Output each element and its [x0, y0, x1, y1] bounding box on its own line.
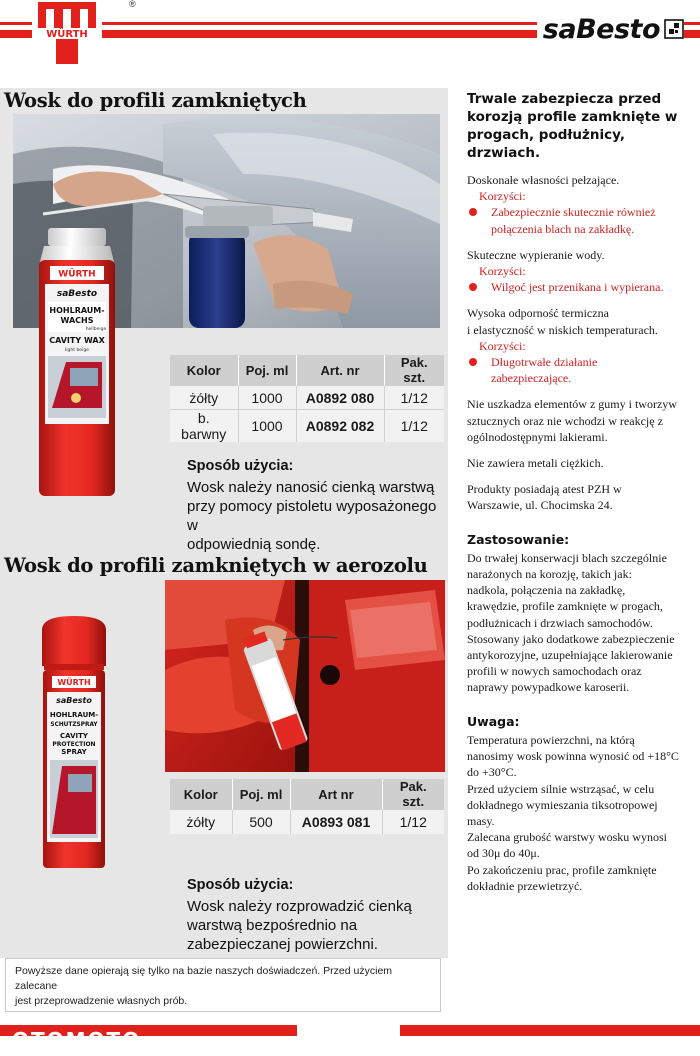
cavity-wax-can: [36, 228, 118, 500]
compatibility-note: Nie uszkadza elementów z gumy i tworzyw sztucznych oraz nie wchodzi w reakcję z ogólnodostępnymi lakierami.: [467, 397, 677, 444]
note-text: Temperatura powierzchni, na którą nanosimy wosk powinna wynosić od +18°C do +30°C. Przed użyciem silnie wstrząsać, w celu dokładnego wymieszania tiksotropowej masy. Zalecana grubość warstwy wosku wynosi od 30μ do 40μ. Po zakończeniu prac, profile zamknięte dokładnie przewietrzyć.: [467, 732, 679, 893]
table-header-row: [170, 779, 444, 810]
cell-poj: 500: [232, 810, 290, 834]
note-title: Uwaga:: [467, 713, 520, 729]
product1-spec-table: [170, 355, 444, 442]
disclaimer-line: jest przeprowadzenie własnych prób.: [15, 995, 188, 1007]
feature-water-displacement: Skuteczne wypieranie wody. Korzyści: Wilgoć jest przenikana i wypierana.: [467, 247, 695, 296]
certificate-note: Produkty posiadają atest PZH w Warszawie, ul. Chocimska 24.: [467, 482, 622, 513]
application-title: Zastosowanie:: [467, 531, 570, 547]
cell-pak: 1/12: [384, 386, 444, 410]
col-poj: Poj. ml: [238, 355, 296, 386]
cavity-protection-spray-can: [38, 616, 110, 871]
svg-text:hellbeige: hellbeige: [85, 327, 107, 332]
col-poj: Poj. ml: [232, 779, 290, 810]
table-header-row: [170, 355, 444, 386]
svg-text:saBesto: saBesto: [56, 696, 92, 705]
svg-text:WÜRTH: WÜRTH: [57, 678, 91, 687]
cell-kolor: żółty: [170, 810, 232, 834]
product2-photo: [165, 580, 445, 772]
benefit-item: Wilgoć jest przenikana i wypierana.: [467, 279, 695, 295]
bullet-icon: [469, 358, 477, 366]
svg-text:WÜRTH: WÜRTH: [46, 29, 88, 40]
col-pak: Pak. szt.: [384, 355, 444, 386]
svg-text:PROTECTION: PROTECTION: [52, 741, 96, 748]
cell-pak: 1/12: [382, 810, 444, 834]
svg-text:HOHLRAUM-: HOHLRAUM-: [49, 711, 99, 719]
benefit-label: Korzyści:: [479, 264, 526, 279]
svg-text:CAVITY: CAVITY: [60, 732, 88, 740]
cell-art: A0892 080: [296, 386, 384, 410]
disclaimer-box: [5, 958, 441, 1012]
svg-text:saBesto: saBesto: [56, 289, 98, 299]
cell-poj: 1000: [238, 386, 296, 410]
svg-text:HOHLRAUM-: HOHLRAUM-: [49, 306, 105, 315]
bullet-icon: [469, 208, 477, 216]
sabesto-logo: [537, 12, 684, 46]
svg-text:SPRAY: SPRAY: [61, 748, 87, 756]
benefit-item: Zabezpiecznie skutecznie również połączenia blach na zakładkę.: [467, 204, 695, 236]
benefit-item: Długotrwałe działanie zabezpieczające.: [467, 354, 695, 386]
col-kolor: Kolor: [170, 355, 238, 386]
product1-title: Wosk do profili zamkniętych: [4, 89, 307, 112]
heavy-metals-note: Nie zawiera metali ciężkich.: [467, 456, 604, 471]
table-row: [170, 410, 444, 443]
cell-kolor: żółty: [170, 386, 238, 410]
cell-kolor: b. barwny: [170, 410, 238, 443]
wurth-logo-mark: [32, 0, 102, 66]
svg-text:light beige: light beige: [65, 348, 89, 353]
svg-text:SCHUTZSPRAY: SCHUTZSPRAY: [50, 722, 98, 728]
col-pak: Pak. szt.: [382, 779, 444, 810]
svg-text:WÜRTH: WÜRTH: [58, 269, 96, 280]
description-heading: Trwale zabezpiecza przed korozją profile zamknięte w progach, podłużnicy, drzwiach.: [467, 91, 678, 161]
application-text: Do trwałej konserwacji blach szczególnie narażonych na korozję, takich jak: nadkola, połączenia na zakładkę, krawędzie, profile zamknięte w progach, podłużnicach i drzwiach samochodów. Stosowany jako dodatkowe zabezpieczenie antykorozyjne, uzupełniające lakierowanie profili w nowych samochodach oraz naprawy powypadkowe karoserii.: [467, 550, 675, 695]
cell-art: A0892 082: [296, 410, 384, 443]
product2-title: Wosk do profili zamkniętych w aerozolu: [4, 554, 428, 577]
benefit-label: Korzyści:: [479, 189, 526, 204]
sabesto-square-icon: [664, 19, 684, 39]
footer-watermark: OTOMOTO: [12, 1028, 142, 1052]
svg-text:CAVITY WAX: CAVITY WAX: [49, 336, 105, 345]
sabesto-wordmark: saBesto: [542, 13, 660, 45]
col-kolor: Kolor: [170, 779, 232, 810]
feature-crawling: Doskonałe własności pełzające. Korzyści: Zabezpiecznie skutecznie również połączenia blach na zakładkę.: [467, 172, 695, 237]
cell-art: A0893 081: [290, 810, 382, 834]
aerosol-application-photo: [165, 580, 445, 772]
table-row: [170, 386, 444, 410]
wurth-logo: [32, 0, 136, 66]
description-column: [467, 90, 695, 894]
product2-usage-title: Sposób użycia:: [187, 877, 294, 893]
col-art: Art. nr: [296, 355, 384, 386]
bullet-icon: [469, 283, 477, 291]
product2-spec-table: [170, 779, 444, 834]
product1-usage-text: Wosk należy nanosić cienką warstwą przy pomocy pistoletu wyposażonego w odpowiednią sondę.: [187, 479, 437, 553]
col-art: Art nr: [290, 779, 382, 810]
footer-bar-right: [400, 1025, 700, 1036]
product2-usage-text: Wosk należy rozprowadzić cienką warstwą bezpośrednio na zabezpieczanej powierzchni.: [187, 898, 412, 953]
cell-pak: 1/12: [384, 410, 444, 443]
benefit-label: Korzyści:: [479, 338, 526, 353]
cell-poj: 1000: [238, 410, 296, 443]
registered-mark: ®: [129, 0, 136, 9]
disclaimer-line: Powyższe dane opierają się tylko na bazie naszych doświadczeń. Przed użyciem zalecane: [15, 965, 393, 992]
product1-usage-title: Sposób użycia:: [187, 458, 294, 474]
table-row: [170, 810, 444, 834]
svg-text:WACHS: WACHS: [60, 316, 94, 325]
feature-thermal: Wysoka odporność termiczna i elastyczność w niskich temperaturach. Korzyści: Długotrwałe działanie zabezpieczające.: [467, 305, 695, 386]
